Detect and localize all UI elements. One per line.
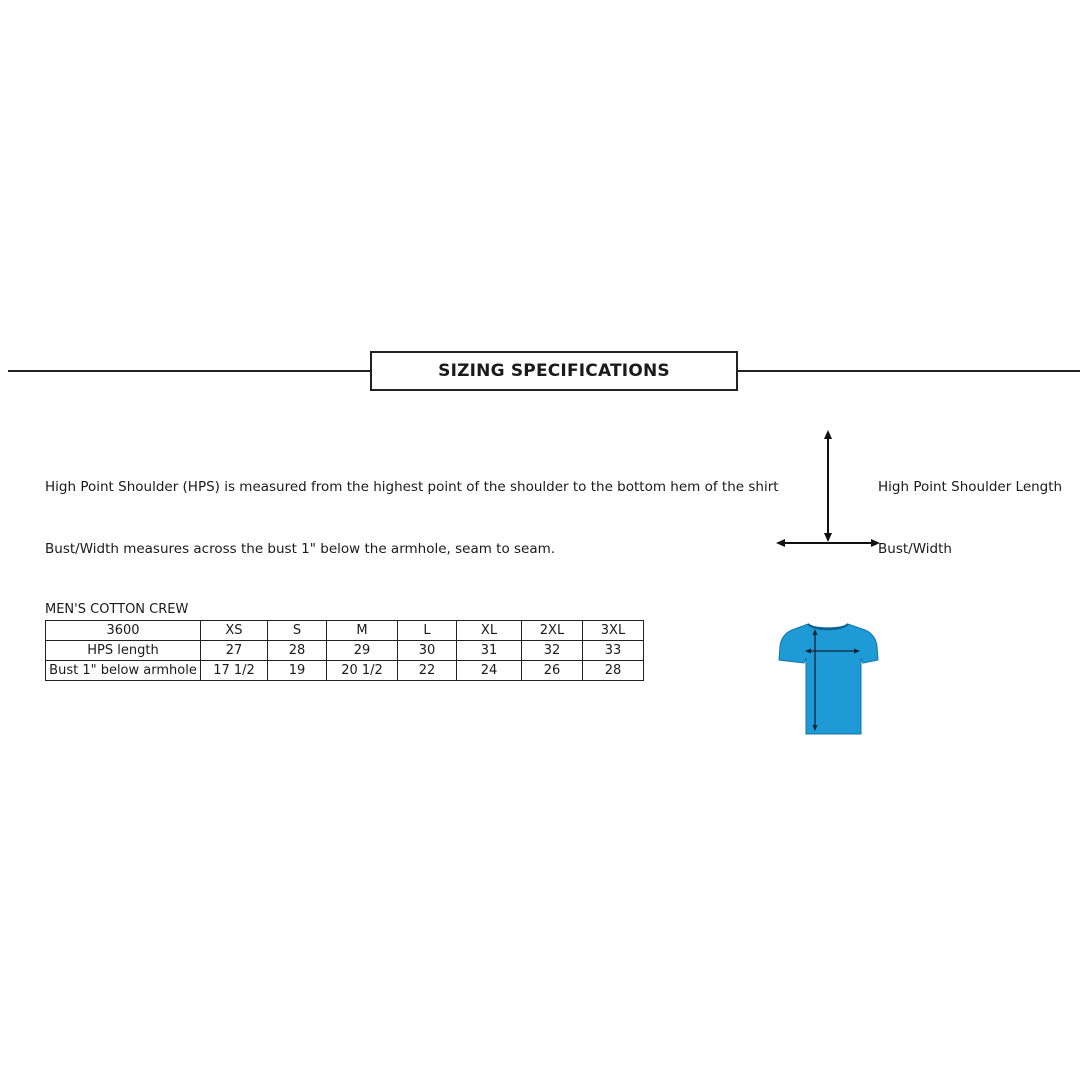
table-cell: 2XL	[522, 621, 583, 641]
table-cell: XS	[201, 621, 268, 641]
table-row	[46, 641, 644, 661]
header-rule-right	[737, 370, 1080, 372]
header-rule-left	[8, 370, 372, 372]
table-cell: HPS length	[46, 641, 201, 661]
table-cell: 22	[398, 661, 457, 681]
page-title: SIZING SPECIFICATIONS	[438, 361, 670, 381]
title-box	[370, 351, 738, 391]
table-row	[46, 621, 644, 641]
table-cell: S	[268, 621, 327, 641]
table-cell: 29	[327, 641, 398, 661]
table-cell: 33	[583, 641, 644, 661]
table-cell: 24	[457, 661, 522, 681]
table-cell: 28	[583, 661, 644, 681]
table-cell: 30	[398, 641, 457, 661]
table-cell: M	[327, 621, 398, 641]
bust-width-label: Bust/Width	[878, 541, 952, 557]
size-table	[45, 620, 644, 681]
table-row	[46, 661, 644, 681]
table-cell: XL	[457, 621, 522, 641]
t-shirt-icon	[775, 618, 881, 740]
hps-length-label: High Point Shoulder Length	[878, 479, 1063, 495]
measurement-arrows-icon	[770, 428, 890, 552]
table-cell: 3XL	[583, 621, 644, 641]
table-caption: MEN'S COTTON CREW	[45, 602, 189, 617]
table-cell: L	[398, 621, 457, 641]
table-cell: 26	[522, 661, 583, 681]
table-cell: Bust 1" below armhole	[46, 661, 201, 681]
bust-description: Bust/Width measures across the bust 1" below the armhole, seam to seam.	[45, 541, 556, 557]
table-cell: 28	[268, 641, 327, 661]
table-cell: 19	[268, 661, 327, 681]
table-cell: 17 1/2	[201, 661, 268, 681]
table-cell: 3600	[46, 621, 201, 641]
table-cell: 31	[457, 641, 522, 661]
hps-description: High Point Shoulder (HPS) is measured from the highest point of the shoulder to the bottom hem of the shirt	[45, 479, 779, 495]
table-cell: 27	[201, 641, 268, 661]
table-cell: 20 1/2	[327, 661, 398, 681]
table-cell: 32	[522, 641, 583, 661]
